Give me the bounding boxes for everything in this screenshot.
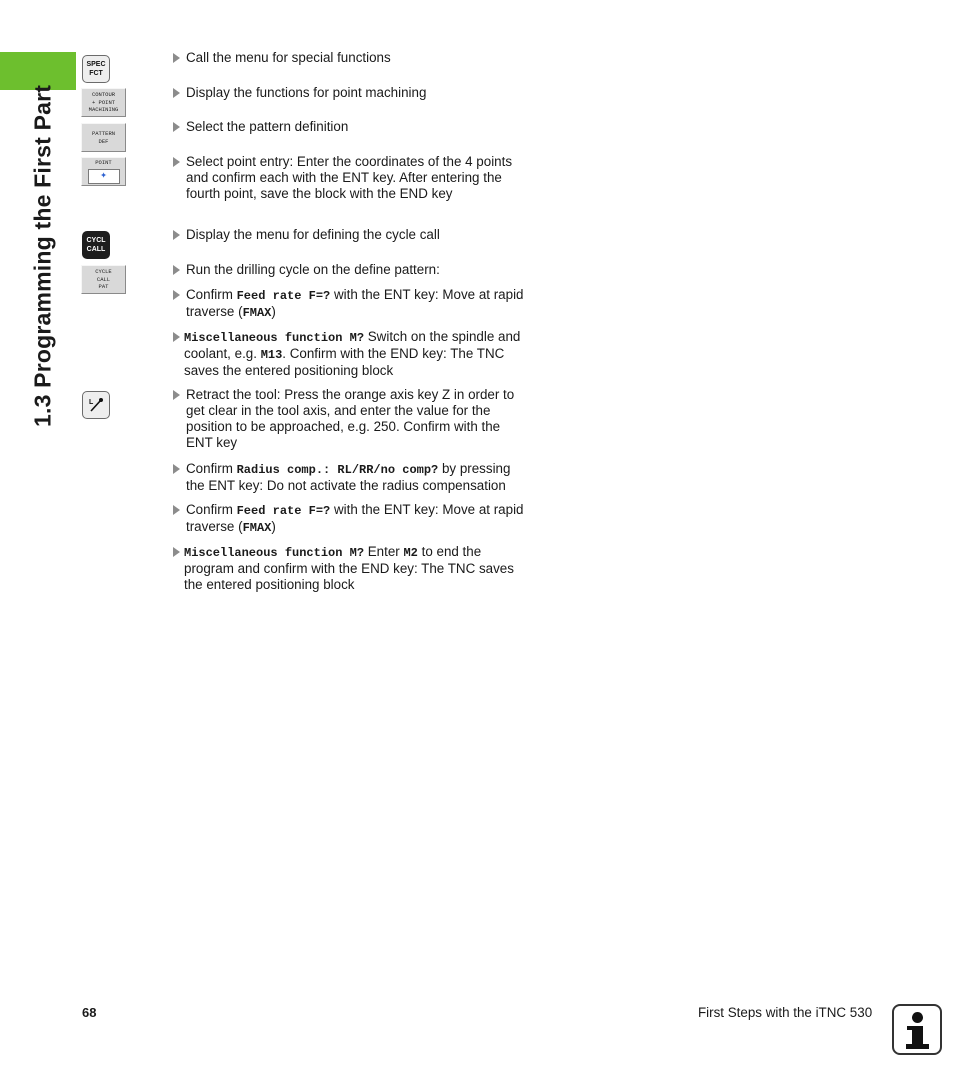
- step-run-drilling-cycle: Run the drilling cycle on the define pattern:: [173, 262, 528, 278]
- step-misc-function-m13: Miscellaneous function M? Switch on the spindle and coolant, e.g. M13. Confirm with the END key: The TNC saves the entered positioning block: [173, 329, 528, 379]
- step-confirm-radius-comp: Confirm Radius comp.: RL/RR/no comp? by pressing the ENT key: Do not activate the radius compensation: [173, 461, 528, 494]
- step-pattern-definition: Select the pattern definition: [173, 119, 528, 135]
- arrow-bullet-icon: [173, 390, 180, 400]
- arrow-bullet-icon: [173, 230, 180, 240]
- chapter-title: 1.3 Programming the First Part: [29, 84, 56, 427]
- straight-line-icon: [87, 396, 105, 414]
- step-call-special-functions: Call the menu for special functions: [173, 50, 528, 66]
- info-icon: [892, 1004, 942, 1055]
- spec-fct-key[interactable]: SPEC FCT: [82, 55, 110, 83]
- point-icon: ✦: [88, 169, 120, 184]
- page-number: 68: [82, 1005, 97, 1020]
- point-softkey[interactable]: POINT ✦: [81, 157, 126, 186]
- step-cycle-call-menu: Display the menu for defining the cycle call: [173, 227, 528, 243]
- step-confirm-feed-rate-2: Confirm Feed rate F=? with the ENT key: Move at rapid traverse (FMAX): [173, 502, 528, 536]
- arrow-bullet-icon: [173, 464, 180, 474]
- linear-path-key[interactable]: [82, 391, 110, 419]
- arrow-bullet-icon: [173, 122, 180, 132]
- arrow-bullet-icon: [173, 505, 180, 515]
- step-point-machining: Display the functions for point machining: [173, 85, 528, 101]
- step-misc-function-m2: Miscellaneous function M? Enter M2 to end the program and confirm with the END key: The TNC saves the entered positioning block: [173, 544, 528, 593]
- step-point-entry: Select point entry: Enter the coordinates of the 4 points and confirm each with the ENT key. After entering the fourth point, save the block with the END key: [173, 154, 528, 202]
- arrow-bullet-icon: [173, 547, 180, 557]
- step-retract-tool: Retract the tool: Press the orange axis key Z in order to get clear in the tool axis, and enter the value for the position to be approached, e.g. 250. Confirm with the ENT key: [173, 387, 528, 451]
- arrow-bullet-icon: [173, 53, 180, 63]
- arrow-bullet-icon: [173, 88, 180, 98]
- cycle-call-pat-softkey[interactable]: CYCLE CALL PAT: [81, 265, 126, 294]
- svg-text:L: L: [89, 399, 94, 406]
- cycl-call-key[interactable]: CYCL CALL: [82, 231, 110, 259]
- step-confirm-feed-rate: Confirm Feed rate F=? with the ENT key: Move at rapid traverse (FMAX): [173, 287, 528, 321]
- arrow-bullet-icon: [173, 157, 180, 167]
- pattern-def-softkey[interactable]: PATTERN DEF: [81, 123, 126, 152]
- arrow-bullet-icon: [173, 265, 180, 275]
- contour-point-machining-softkey[interactable]: CONTOUR + POINT MACHINING: [81, 88, 126, 117]
- arrow-bullet-icon: [173, 332, 180, 342]
- arrow-bullet-icon: [173, 290, 180, 300]
- footer-title: First Steps with the iTNC 530: [698, 1005, 873, 1020]
